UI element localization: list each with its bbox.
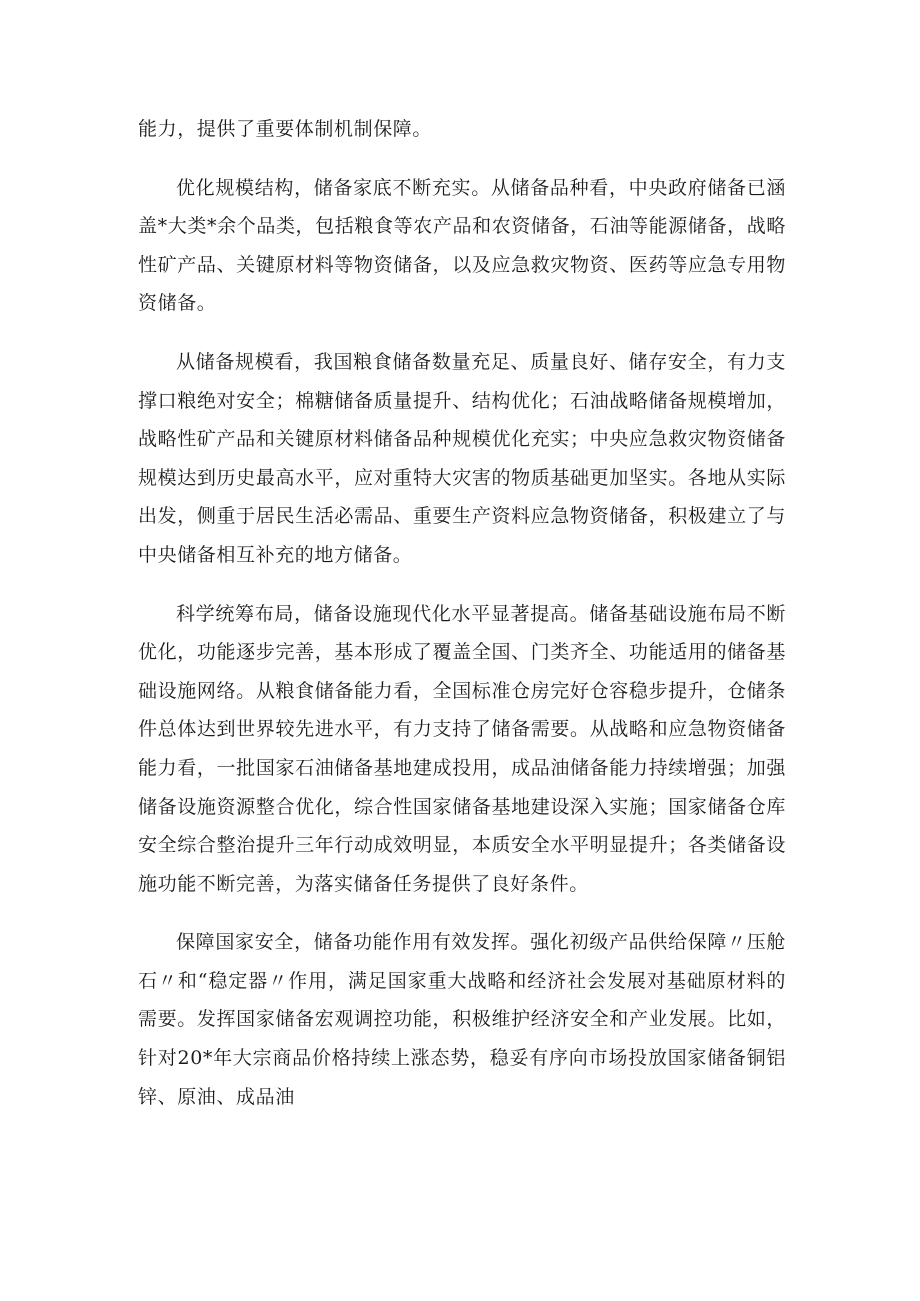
paragraph-national-security: 保障国家安全，储备功能作用有效发挥。强化初级产品供给保障〃压舱石〃和“稳定器〃作用，满足国家重大战略和经济社会发展对基础原材料的需要。发挥国家储备宏观调控功能，积极维护经济安全和产业发展。比如，针对20*年大宗商品价格持续上涨态势，稳妥有序向市场投放国家储备铜铝锌、原油、成品油 [138,931,786,1108]
document-body [138,110,786,1116]
paragraph-reserve-scale: 从储备规模看，我国粮食储备数量充足、质量良好、储存安全，有力支撑口粮绝对安全；棉糖储备质量提升、结构优化；石油战略储备规模增加，战略性矿产品和关键原材料储备品种规模优化充实；中央应急救灾物资储备规模达到历史最高水平，应对重特大灾害的物质基础更加坚实。各地从实际出发，侧重于居民生活必需品、重要生产资料应急物资储备，积极建立了与中央储备相互补充的地方储备。 [138,350,786,566]
paragraph-facility-layout: 科学统筹布局，储备设施现代化水平显著提高。储备基础设施布局不断优化，功能逐步完善，基本形成了覆盖全国、门类齐全、功能适用的储备基础设施网络。从粮食储备能力看，全国标准仓房完好仓容稳步提升，仓储条件总体达到世界较先进水平，有力支持了储备需要。从战略和应急物资储备能力看，一批国家石油储备基地建成投用，成品油储备能力持续增强；加强储备设施资源整合优化，综合性国家储备基地建设深入实施；国家储备仓库安全综合整治提升三年行动成效明显，本质安全水平明显提升；各类储备设施功能不断完善，为落实储备任务提供了良好条件。 [138,602,786,895]
paragraph-continuation: 能力，提供了重要体制机制保障。 [138,118,433,140]
paragraph-scale-structure: 优化规模结构，储备家底不断充实。从储备品种看，中央政府储备已涵盖*大类*余个品类，包括粮食等农产品和农资储备，石油等能源储备，战略性矿产品、关键原材料等物资储备，以及应急救灾物资、医药等应急专用物资储备。 [138,176,786,315]
